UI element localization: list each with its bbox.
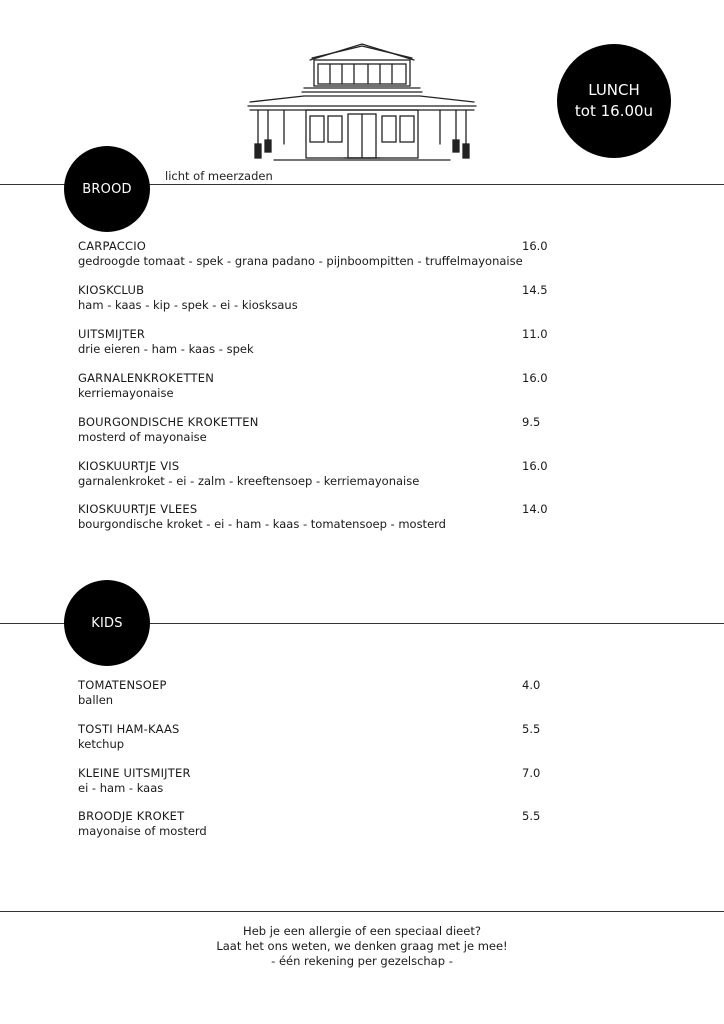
lunch-time: tot 16.00u <box>574 102 654 120</box>
item-price: 16.0 <box>522 239 548 253</box>
menu-item <box>78 283 558 313</box>
footer-allergy-note: Laat het ons weten, we denken graag met je mee! <box>216 939 508 953</box>
item-name: BOURGONDISCHE KROKETTEN <box>78 415 259 429</box>
section-subtitle-brood: licht of meerzaden <box>165 169 273 183</box>
item-name: KIOSKUURTJE VLEES <box>78 502 198 516</box>
menu-item <box>78 766 558 796</box>
item-name: TOMATENSOEP <box>78 678 167 692</box>
item-name: KLEINE UITSMIJTER <box>78 766 191 780</box>
menu-item <box>78 371 558 401</box>
item-description: kerriemayonaise <box>78 386 174 400</box>
lunch-hours-badge <box>557 44 671 158</box>
footer-allergy-question: Heb je een allergie of een speciaal dieet? <box>243 924 481 938</box>
menu-item <box>78 722 558 752</box>
item-name: UITSMIJTER <box>78 327 146 341</box>
item-description: ei - ham - kaas <box>78 781 164 795</box>
item-price: 16.0 <box>522 459 548 473</box>
item-description: mosterd of mayonaise <box>78 430 207 444</box>
item-name: KIOSKUURTJE VIS <box>78 459 180 473</box>
item-description: mayonaise of mosterd <box>78 824 207 838</box>
footer-divider <box>0 911 724 912</box>
item-description: bourgondische kroket - ei - ham - kaas - tomatensoep - mosterd <box>78 517 446 531</box>
item-price: 14.0 <box>522 502 548 516</box>
kiosk-building-logo <box>244 40 480 164</box>
menu-item <box>78 327 558 357</box>
item-description: gedroogde tomaat - spek - grana padano - pijnboompitten - truffelmayonaise <box>78 254 523 268</box>
section-title-kids: KIDS <box>91 615 123 631</box>
footer-billing-note: - één rekening per gezelschap - <box>271 954 453 968</box>
item-description: ballen <box>78 693 114 707</box>
item-price: 11.0 <box>522 327 548 341</box>
item-description: ham - kaas - kip - spek - ei - kiosksaus <box>78 298 298 312</box>
item-price: 5.5 <box>522 722 541 736</box>
item-price: 16.0 <box>522 371 548 385</box>
section-badge-kids <box>64 580 150 666</box>
menu-item <box>78 415 558 445</box>
item-name: TOSTI HAM-KAAS <box>78 722 180 736</box>
section-badge-brood <box>64 146 150 232</box>
item-price: 5.5 <box>522 809 541 823</box>
item-price: 9.5 <box>522 415 541 429</box>
menu-item <box>78 678 558 708</box>
section-title-brood: BROOD <box>82 181 132 197</box>
item-name: CARPACCIO <box>78 239 147 253</box>
item-price: 7.0 <box>522 766 541 780</box>
item-description: garnalenkroket - ei - zalm - kreeftensoep - kerriemayonaise <box>78 474 420 488</box>
footer-note <box>0 924 724 969</box>
item-name: BROODJE KROKET <box>78 809 185 823</box>
menu-item <box>78 459 558 489</box>
menu-item <box>78 239 558 269</box>
item-name: KIOSKCLUB <box>78 283 145 297</box>
menu-item <box>78 502 558 532</box>
menu-item <box>78 809 558 839</box>
item-price: 4.0 <box>522 678 541 692</box>
item-description: ketchup <box>78 737 125 751</box>
item-price: 14.5 <box>522 283 548 297</box>
item-name: GARNALENKROKETTEN <box>78 371 215 385</box>
lunch-label: LUNCH <box>588 81 640 99</box>
item-description: drie eieren - ham - kaas - spek <box>78 342 254 356</box>
